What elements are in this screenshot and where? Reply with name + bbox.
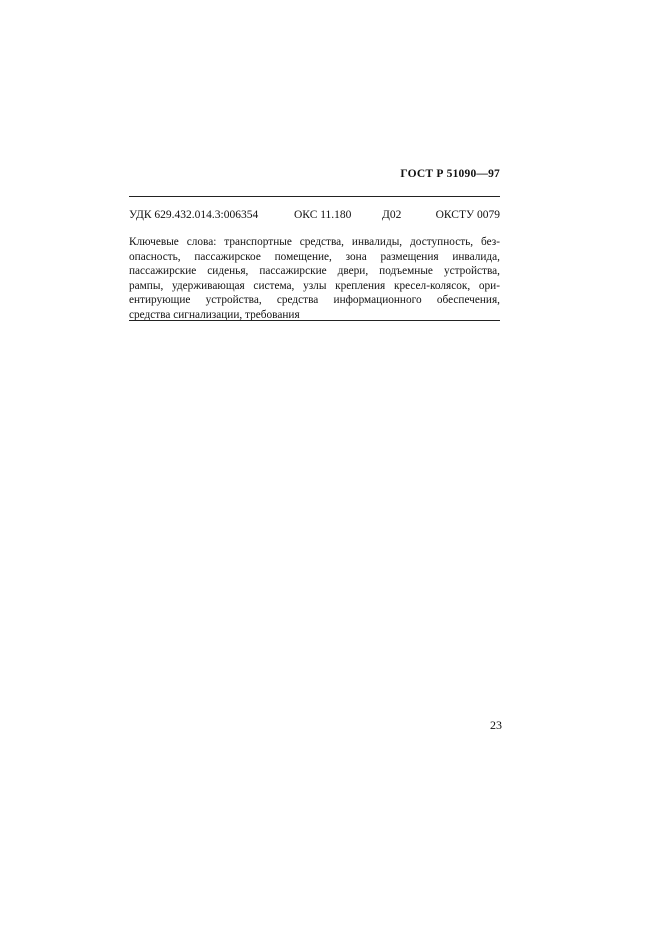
keywords-line: средства сигнализации, требования — [129, 308, 300, 321]
document-code: ГОСТ Р 51090—97 — [400, 168, 500, 180]
udk-code: УДК 629.432.014.3:006354 — [129, 209, 259, 221]
keywords-line: рампы, удерживающая система, узлы крепления кресел-колясок, ори- — [129, 279, 500, 292]
top-rule — [129, 196, 500, 197]
keywords-line: пассажирские сиденья, пассажирские двери, подъемные устройства, — [129, 265, 500, 278]
keywords-line: ентирующие устройства, средства информационного обеспечения, — [129, 294, 500, 307]
keywords-line: опасность, пассажирское помещение, зона размещения инвалида, — [129, 250, 500, 263]
keywords-block — [129, 235, 500, 323]
okstu-code: ОКСТУ 0079 — [435, 209, 500, 221]
group-code: Д02 — [382, 209, 402, 221]
page-number: 23 — [490, 718, 502, 732]
bottom-rule — [129, 320, 500, 321]
keywords-line: Ключевые слова: транспортные средства, инвалиды, доступность, без- — [129, 236, 500, 248]
oks-code: ОКС 11.180 — [294, 209, 352, 221]
